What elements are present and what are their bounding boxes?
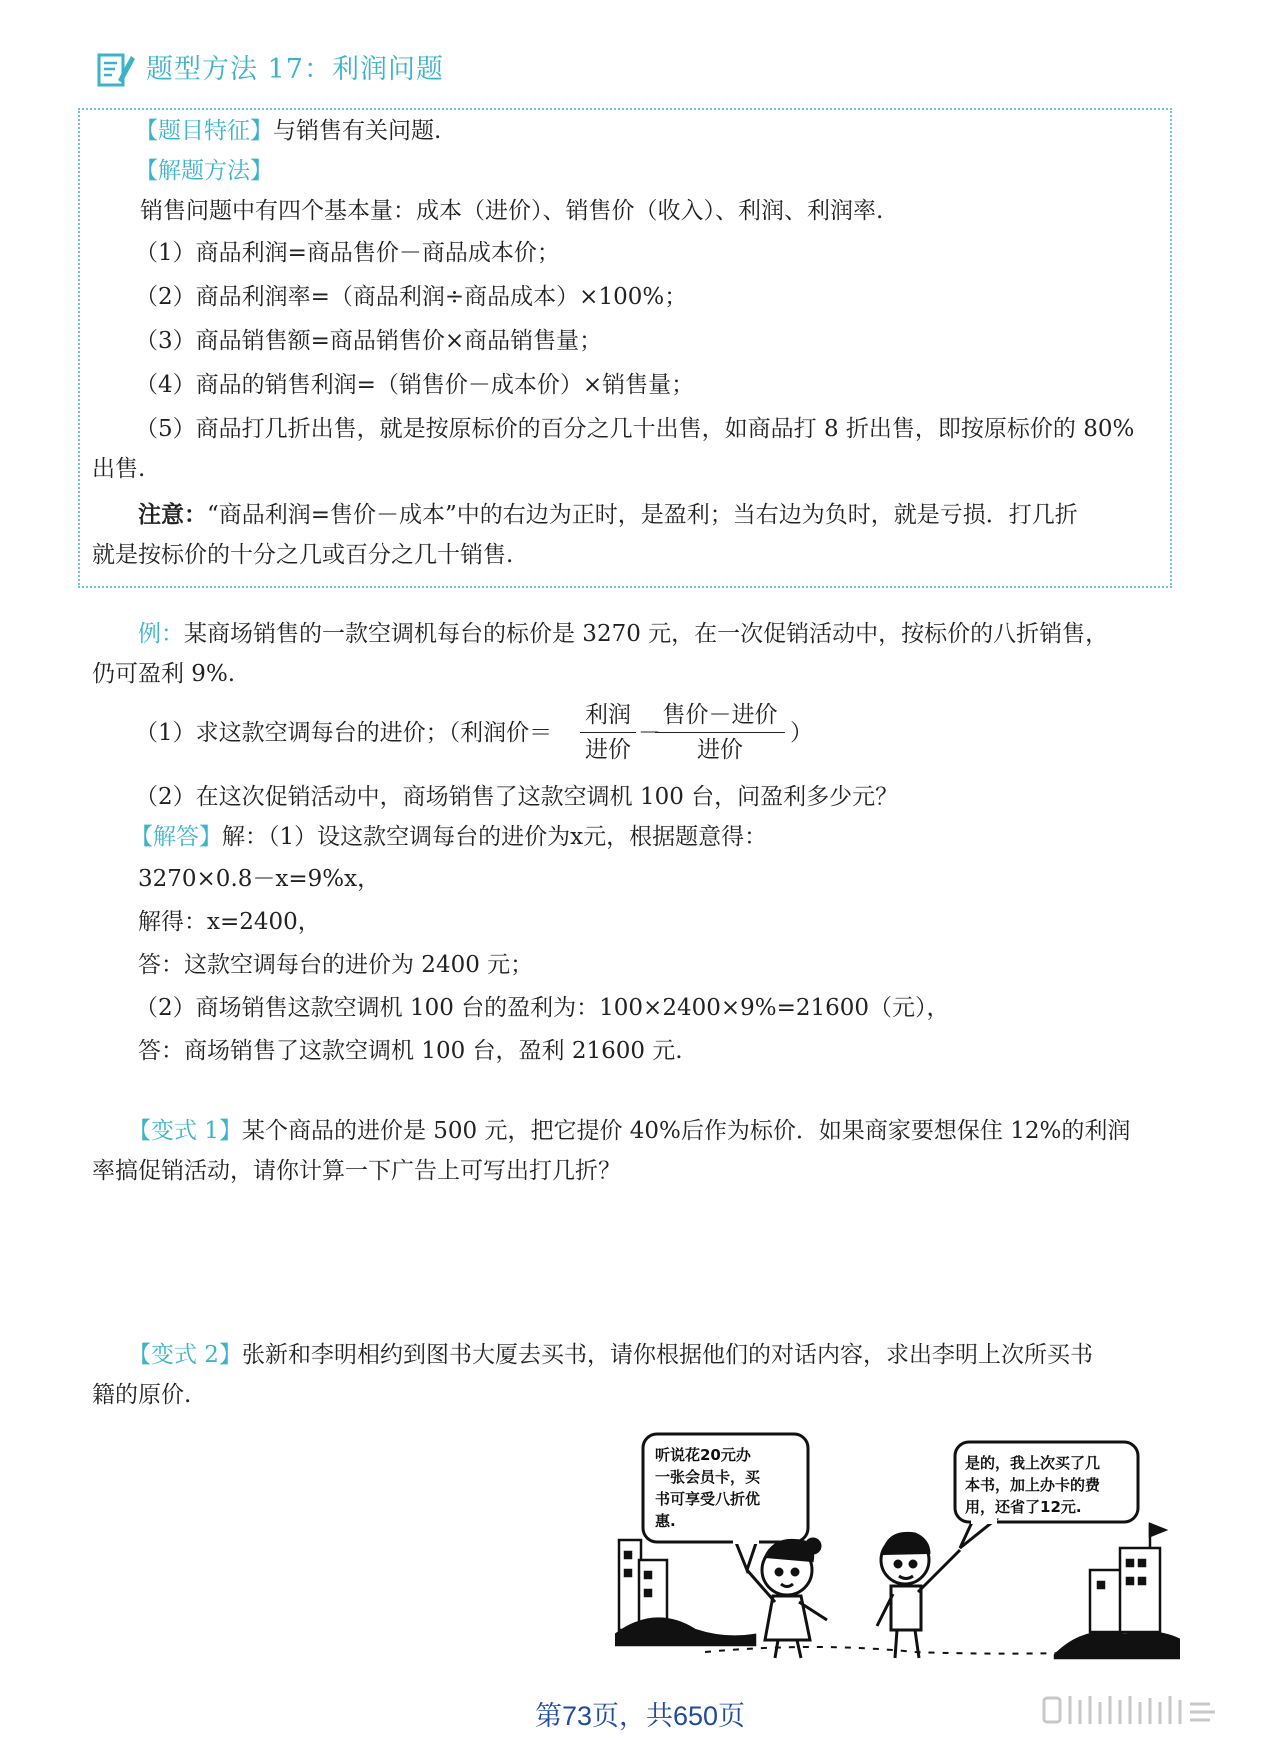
bubble-right-line-3: 用，还省了12元. bbox=[965, 1498, 1082, 1516]
bubble-left-line-4: 惠. bbox=[655, 1512, 676, 1530]
fraction-2-numerator: 售价－进价 bbox=[662, 702, 778, 728]
variant1-line2: 率搞促销活动，请你计算一下广告上可写出打几折？ bbox=[92, 1158, 621, 1184]
fraction-2-denominator: 进价 bbox=[697, 737, 743, 763]
fraction-1-numerator: 利润 bbox=[585, 702, 631, 728]
fraction-2-bar bbox=[655, 732, 785, 733]
feature-text: 与销售有关问题. bbox=[273, 118, 442, 144]
bubble-right-line-1: 是的，我上次买了几 bbox=[965, 1454, 1101, 1472]
answer-label: 【解答】 bbox=[130, 824, 222, 850]
fraction-price-minus-cost bbox=[655, 700, 785, 765]
section-title: 题型方法 17：利润问题 bbox=[146, 54, 444, 85]
rule-4: （4）商品的销售利润=（销售价－成本价）×销售量； bbox=[135, 372, 695, 398]
watermark-graphic bbox=[1040, 1690, 1250, 1730]
example-line2: 仍可盈利 9%. bbox=[92, 661, 236, 687]
note-label: 注意： bbox=[138, 501, 207, 528]
rule-3: （3）商品销售额=商品销售价×商品销售量； bbox=[135, 328, 603, 354]
variant2-row bbox=[128, 1340, 1093, 1370]
speech-bubble-right bbox=[955, 1442, 1138, 1548]
feature-label: 【题目特征】 bbox=[135, 118, 273, 144]
note-row bbox=[138, 500, 1078, 530]
question-1-suffix: ） bbox=[790, 720, 813, 746]
example-line1: 某商场销售的一款空调机每台的标价是 3270 元，在一次促销活动中，按标价的八折销售， bbox=[184, 621, 1109, 647]
bubble-left-line-3: 书可享受八折优 bbox=[655, 1490, 761, 1508]
note-line2: 就是按标价的十分之几或百分之几十销售. bbox=[92, 542, 514, 568]
question-1-prefix: （1）求这款空调每台的进价；（利润价＝ bbox=[135, 720, 553, 746]
method-intro: 销售问题中有四个基本量：成本（进价）、销售价（收入）、利润、利润率. bbox=[140, 198, 884, 224]
cartoon-illustration bbox=[615, 1430, 1180, 1665]
example-row bbox=[138, 619, 1108, 649]
answer-row bbox=[130, 822, 767, 852]
bubble-left-line-1: 听说花20元办 bbox=[655, 1446, 751, 1464]
answer-line1: 解：（1）设这款空调每台的进价为x元，根据题意得： bbox=[222, 824, 768, 850]
variant2-line1: 张新和李明相约到图书大厦去买书，请你根据他们的对话内容，求出李明上次所买书 bbox=[241, 1342, 1093, 1368]
page-number: 第73页，共650页 bbox=[534, 1701, 746, 1731]
rule-2: （2）商品利润率=（商品利润÷商品成本）×100%； bbox=[135, 284, 688, 310]
variant1-label: 【变式 1】 bbox=[128, 1118, 242, 1144]
variant2-line2: 籍的原价. bbox=[92, 1382, 192, 1408]
notebook-pen-icon bbox=[96, 50, 136, 90]
buildings-right bbox=[1055, 1524, 1180, 1658]
feature-row bbox=[135, 116, 441, 146]
bubble-left-line-2: 一张会员卡，买 bbox=[655, 1468, 761, 1486]
variant1-line1: 某个商品的进价是 500 元，把它提价 40%后作为标价．如果商家要想保住 12%的利润 bbox=[241, 1118, 1131, 1144]
rule-5: （5）商品打几折出售，就是按原标价的百分之几十出售，如商品打 8 折出售，即按原标价的 80% bbox=[135, 416, 1135, 442]
answer-line3: 解得：x=2400， bbox=[138, 909, 321, 935]
boy-figure bbox=[877, 1533, 960, 1658]
answer-line6: 答：商场销售了这款空调机 100 台，盈利 21600 元. bbox=[138, 1038, 683, 1064]
variant2-label: 【变式 2】 bbox=[128, 1342, 242, 1368]
fraction-1-bar bbox=[580, 732, 636, 733]
answer-line4: 答：这款空调每台的进价为 2400 元； bbox=[138, 952, 534, 978]
question-2: （2）在这次促销活动中，商场销售了这款空调机 100 台，问盈利多少元？ bbox=[135, 784, 899, 810]
note-line1: “商品利润=售价－成本”中的右边为正时，是盈利；当右边为负时，就是亏损．打几折 bbox=[207, 502, 1078, 528]
method-label: 【解题方法】 bbox=[135, 158, 273, 184]
example-label: 例： bbox=[138, 621, 184, 647]
minus-sign: － bbox=[638, 720, 661, 746]
rule-5-cont: 出售. bbox=[92, 456, 146, 482]
girl-figure bbox=[747, 1539, 827, 1658]
fraction-1-denominator: 进价 bbox=[585, 737, 631, 763]
variant1-row bbox=[128, 1116, 1130, 1146]
fraction-profit-over-cost bbox=[580, 700, 636, 765]
rule-1: （1）商品利润=商品售价－商品成本价； bbox=[135, 240, 560, 266]
answer-line2: 3270×0.8－x=9%x， bbox=[138, 866, 381, 892]
answer-line5: （2）商场销售这款空调机 100 台的盈利为：100×2400×9%=21600（元）， bbox=[135, 995, 950, 1021]
buildings-left bbox=[615, 1540, 755, 1645]
bubble-right-line-2: 本书，加上办卡的费 bbox=[965, 1476, 1101, 1494]
